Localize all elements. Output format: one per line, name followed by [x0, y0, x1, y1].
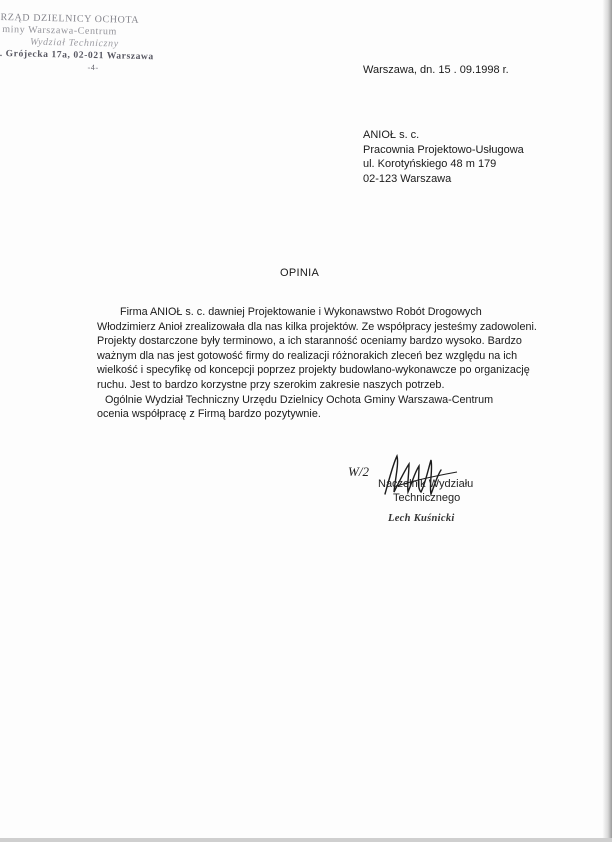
- body-line: wielkość i specyfikę od koncepcji poprzez projekty budowlano-wykonawcze po organizację: [97, 364, 530, 377]
- recipient-line: Pracownia Projektowo-Usługowa: [363, 143, 524, 156]
- recipient-address: [363, 128, 524, 186]
- body-line: Ogólnie Wydział Techniczny Urzędu Dzielnicy Ochota Gminy Warszawa-Centrum: [105, 393, 494, 406]
- stamp-line: Wydział Techniczny: [29, 36, 119, 50]
- signatory-role: Technicznego: [393, 492, 461, 504]
- office-stamp: [0, 12, 191, 76]
- scan-edge: [0, 838, 612, 842]
- body-line: Włodzimierz Anioł zrealizowała dla nas kilka projektów. Ze współpracy jesteśmy zadowoleni.: [97, 320, 537, 333]
- letter-date: Warszawa, dn. 15 . 09.1998 r.: [363, 64, 509, 76]
- stamp-line: -4-: [87, 62, 99, 73]
- body-line: ważnym dla nas jest gotowość firmy do realizacji różnorakich zleceń bez względu na ich: [97, 349, 518, 362]
- recipient-street: ul. Korotyńskiego 48 m 179: [363, 158, 497, 170]
- signature-mark: W/2: [348, 464, 369, 479]
- signatory-name-stamp: Lech Kuśnicki: [388, 513, 455, 524]
- body-line: Firma ANIOŁ s. c. dawniej Projektowanie i Wykonawstwo Robót Drogowych: [120, 306, 482, 318]
- recipient-name: ANIOŁ s. c.: [363, 129, 420, 141]
- scan-edge: [602, 0, 612, 842]
- body-line: Projekty dostarczone były terminowo, a ich staranność oceniamy bardzo wysoko. Bardzo: [97, 335, 522, 348]
- recipient-city: 02-123 Warszawa: [363, 172, 452, 185]
- body-line: ocenia współpracę z Firmą bardzo pozytywnie.: [97, 408, 321, 421]
- letter-title: OPINIA: [280, 267, 320, 279]
- body-line: ruchu. Jest to bardzo korzystne przy szerokim zakresie naszych potrzeb.: [97, 378, 445, 391]
- stamp-line: RZĄD DZIELNICY OCHOTA: [0, 12, 140, 26]
- signatory-role: Naczelnik Wydziału: [378, 478, 474, 490]
- stamp-line: miny Warszawa-Centrum: [2, 24, 118, 38]
- signature-block: [345, 450, 515, 540]
- letter-body: [97, 305, 537, 422]
- stamp-line: . Grójecka 17a, 02-021 Warszawa: [0, 49, 154, 63]
